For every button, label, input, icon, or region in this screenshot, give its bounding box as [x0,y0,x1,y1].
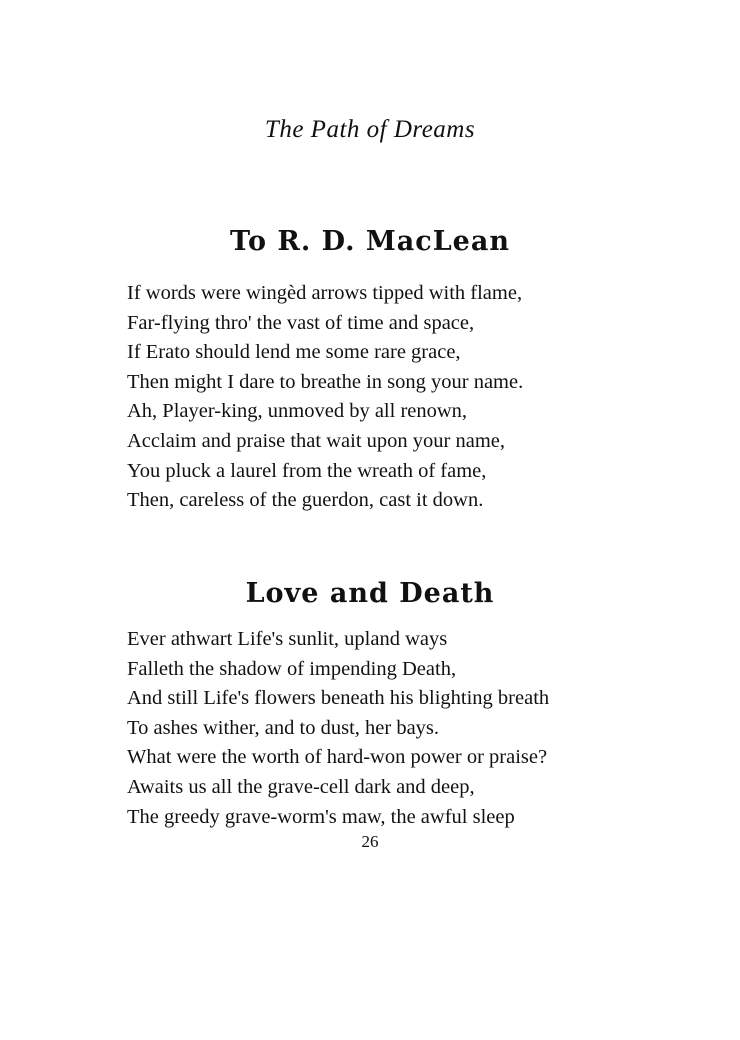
poem-line: Acclaim and praise that wait upon your name, [127,429,505,452]
poem-line: Ever athwart Life's sunlit, upland ways [127,628,448,650]
poem-line: If words were wingèd arrows tipped with flame, [127,282,523,304]
running-head: The Path of Dreams [264,116,476,143]
poem-body [127,625,727,832]
poem-line: What were the worth of hard-won power or praise? [127,746,548,769]
poem-line: If Erato should lend me some rare grace, [127,341,461,364]
poem-line: Awaits us all the grave-cell dark and deep, [127,775,475,798]
poem-title: To R. D. MacLean [229,226,510,257]
poem-body [127,279,727,516]
poem-line: You pluck a laurel from the wreath of fame, [127,459,487,482]
poem-line: Then, careless of the guerdon, cast it down. [127,489,484,512]
poem-line: And still Life's flowers beneath his blighting breath [127,687,550,710]
page-number: 26 [361,832,379,851]
poem-line: Ah, Player-king, unmoved by all renown, [127,400,468,423]
poem-line: The greedy grave-worm's maw, the awful sleep [127,805,515,828]
poem-line: Far-flying thro' the vast of time and space, [127,311,475,334]
poem-line: To ashes wither, and to dust, her bays. [127,716,440,739]
poem-line: Then might I dare to breathe in song your name. [127,370,524,393]
poem-line: Falleth the shadow of impending Death, [127,657,457,680]
poem-title: Love and Death [245,578,495,609]
